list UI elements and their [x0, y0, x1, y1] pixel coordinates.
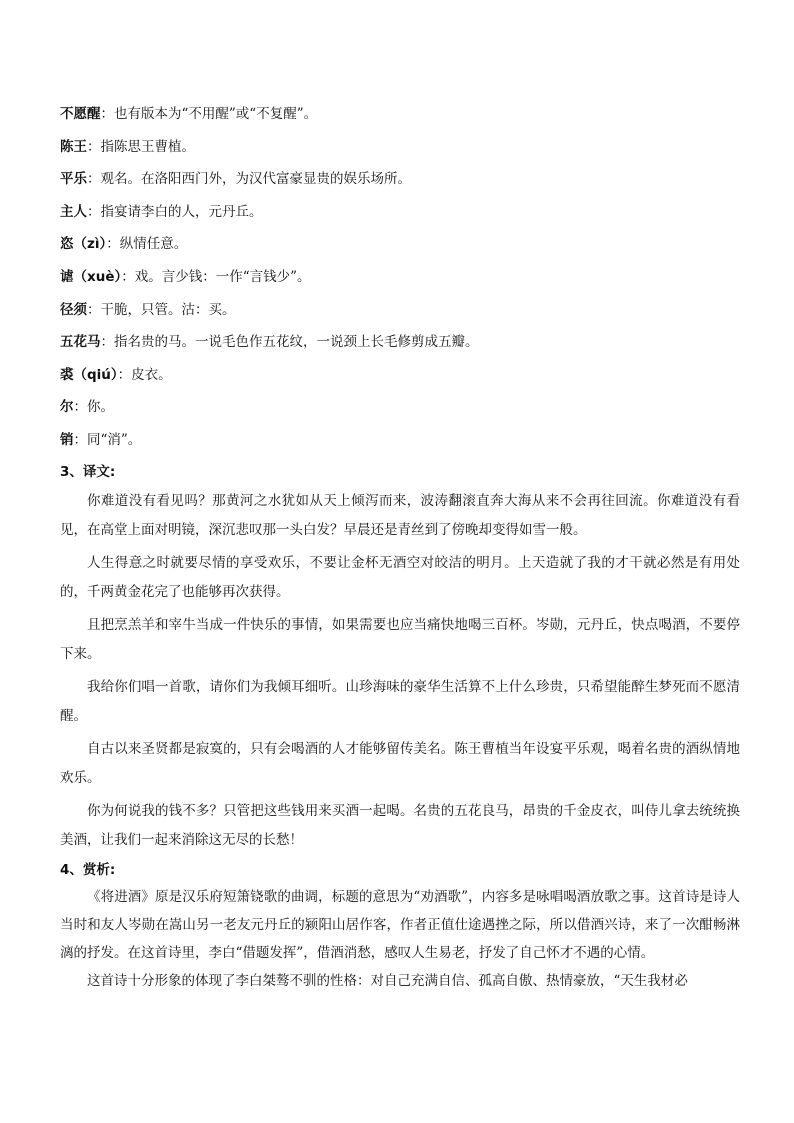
translation-paragraph: 且把烹羔羊和宰牛当成一件快乐的事情，如果需要也应当痛快地喝三百杯。岑勋，元丹丘，快点喝酒，不要停下来。: [60, 616, 740, 663]
annotation-definition: ：同“消”。: [73, 431, 142, 448]
annotation-term: 销: [60, 431, 74, 448]
annotation-definition: ：戏。言少钱：一作“言钱少”。: [121, 268, 311, 285]
annotation-definition: ：指名贵的马。一说毛色作五花纹，一说颈上长毛修剪成五瓣。: [100, 334, 479, 351]
annotation-term: 平乐: [60, 171, 87, 188]
annotation-term: 恣（zì）: [60, 236, 107, 253]
annotation-definition: ：你。: [73, 399, 114, 416]
annotation-definition: ：指陈思王曹植。: [87, 138, 195, 155]
translation-paragraph: 你难道没有看见吗？那黄河之水犹如从天上倾泻而来，波涛翻滚直奔大海从来不会再往回流。你难道没有看见，在高堂上面对明镜，深沉悲叹那一头白发？早晨还是青丝到了傍晚却变得如雪一般。: [60, 492, 740, 539]
annotation-item: [60, 326, 740, 359]
translation-paragraph: 自古以来圣贤都是寂寞的，只有会喝酒的人才能够留传美名。陈王曹植当年设宴平乐观，喝着名贵的酒纵情地欢乐。: [60, 740, 740, 787]
annotation-term: 裘（qiú）: [60, 366, 118, 383]
annotation-item: [60, 294, 740, 327]
annotation-term: 陈王: [60, 138, 87, 155]
annotation-item: [60, 196, 740, 229]
annotation-term: 谑（xuè）: [60, 268, 122, 285]
document-content: [60, 98, 740, 995]
annotation-definition: ：观名。在洛阳西门外，为汉代富豪显贵的娱乐场所。: [87, 171, 411, 188]
annotation-item: [60, 391, 740, 424]
translation-paragraph: 你为何说我的钱不多？只管把这些钱用来买酒一起喝。名贵的五花良马，昂贵的千金皮衣，叫侍儿拿去统统换美酒，让我们一起来消除这无尽的长愁！: [60, 802, 740, 849]
translation-paragraph: 我给你们唱一首歌，请你们为我倾耳细听。山珍海味的豪华生活算不上什么珍贵，只希望能醉生梦死而不愿清醒。: [60, 678, 740, 725]
annotation-term: 径须: [60, 301, 87, 318]
translation-paragraph: 人生得意之时就要尽情的享受欢乐，不要让金杯无酒空对皎洁的明月。上天造就了我的才干就必然是有用处的，千两黄金花完了也能够再次获得。: [60, 554, 740, 601]
annotation-definition: ：也有版本为“不用醒”或“不复醒”。: [100, 106, 318, 122]
annotation-item: [60, 228, 740, 261]
annotation-term: 尔: [60, 399, 74, 416]
section-heading-translation: 3、译文:: [60, 463, 116, 480]
section-heading-appreciation: 4、赏析:: [60, 861, 116, 878]
annotation-term: 不愿醒: [60, 106, 101, 122]
appreciation-paragraph: 《将进酒》原是汉乐府短箫铙歌的曲调，标题的意思为“劝酒歌”，内容多是咏唱喝酒放歌之事。这首诗是诗人当时和友人岑勋在嵩山另一老友元丹丘的颍阳山居作客，作者正值仕途遇挫之际，所以借酒兴诗，来了一次酣畅淋漓的抒发。在这首诗里，李白“借题发挥”，借酒消愁，感叹人生易老，抒发了自己怀才不遇的心情。: [60, 888, 740, 961]
annotation-definition: ：干脆，只管。沽：买。: [87, 301, 236, 318]
annotation-item: [60, 98, 740, 131]
annotation-item: [60, 359, 740, 392]
annotation-item: [60, 163, 740, 196]
appreciation-paragraph: 这首诗十分形象的体现了李白桀骜不驯的性格：对自己充满自信、孤高自傲、热情豪放，“天生我材必: [87, 972, 688, 989]
annotation-item: [60, 261, 740, 294]
annotation-definition: ：指宴请李白的人，元丹丘。: [87, 203, 263, 220]
annotation-definition: ：纵情任意。: [106, 236, 188, 253]
annotation-item: [60, 131, 740, 164]
annotation-term: 五花马: [60, 334, 101, 351]
annotation-definition: ：皮衣。: [117, 366, 172, 383]
annotation-term: 主人: [60, 203, 87, 220]
annotation-item: [60, 424, 740, 457]
